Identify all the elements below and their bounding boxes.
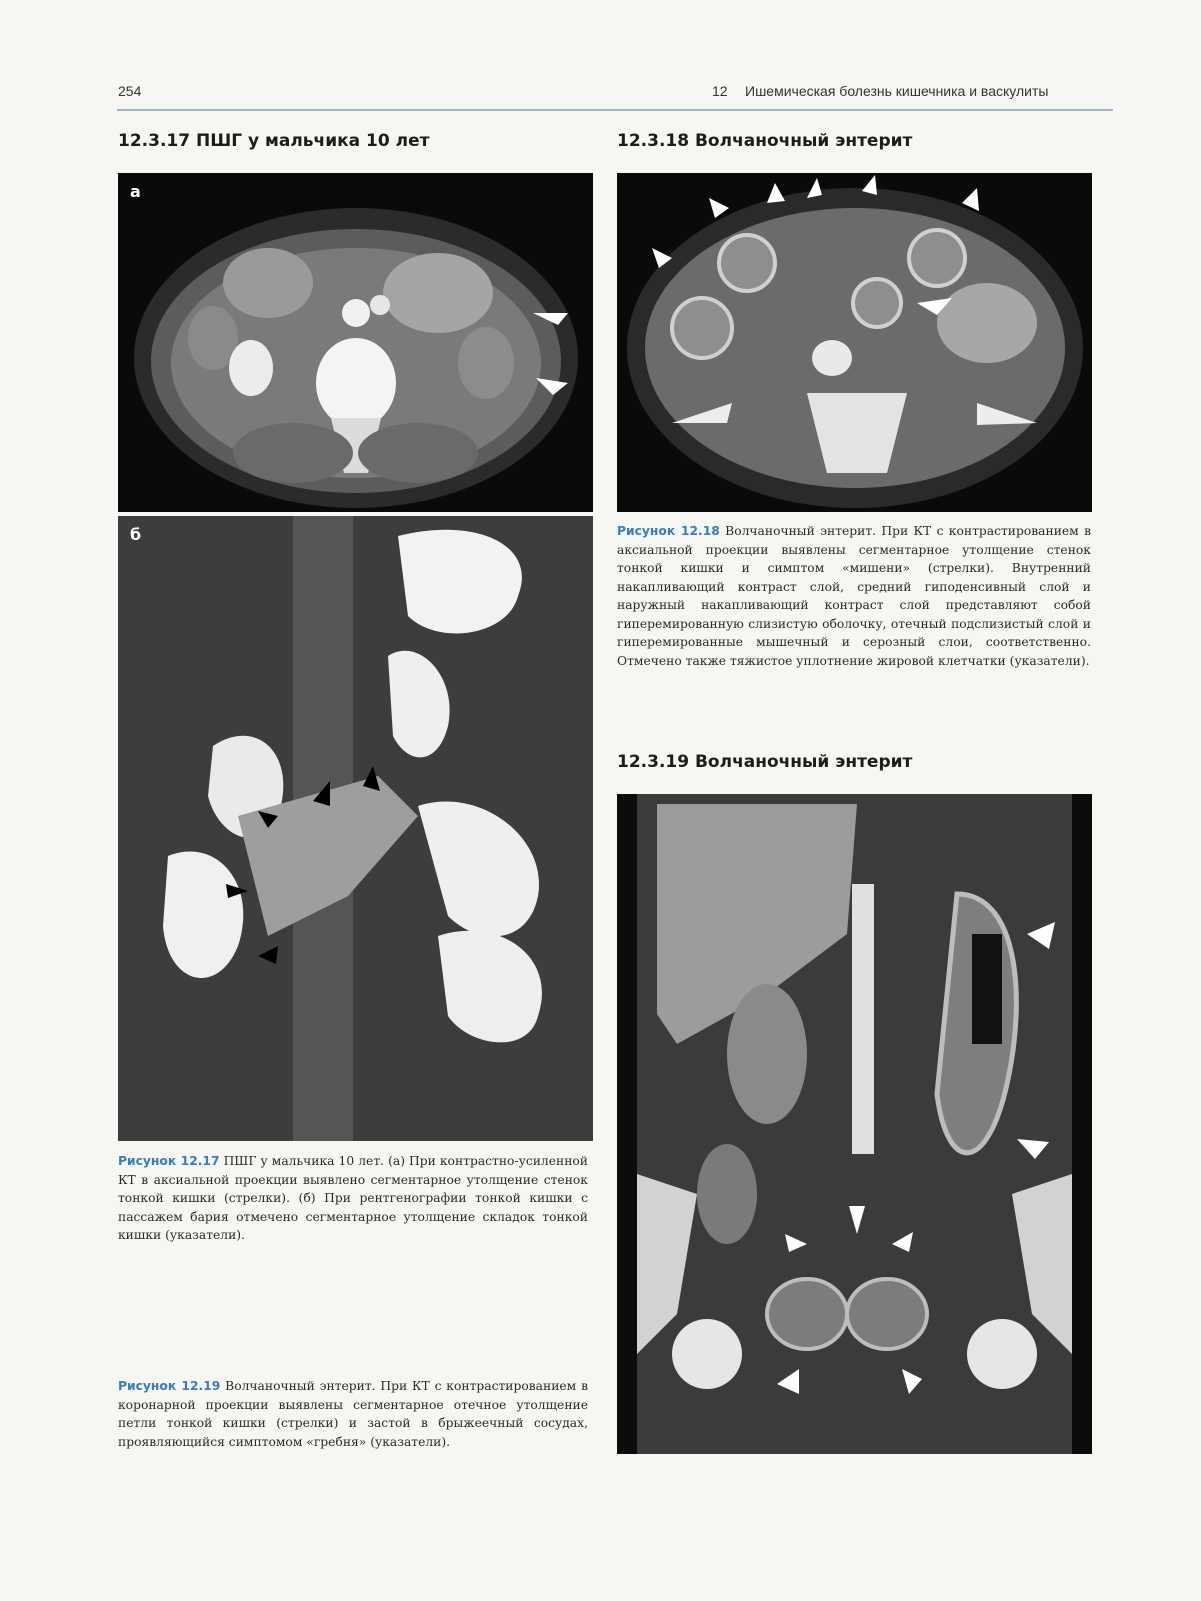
figure-12-18-ct-axial [617, 173, 1092, 512]
header-rule [117, 109, 1113, 111]
panel-label-a: а [130, 182, 141, 201]
page-number: 254 [118, 83, 142, 99]
caption-label-12-19: Рисунок 12.19 [118, 1379, 221, 1393]
panel-label-b: б [130, 525, 142, 544]
chapter-title: Ишемическая болезнь кишечника и васкулиты [745, 83, 1049, 99]
section-heading-12-3-19: 12.3.19 Волчаночный энтерит [617, 752, 913, 772]
caption-text-12-17: ПШГ у мальчика 10 лет. (а) При контрастно-усиленной КТ в аксиальной проекции выявлено сегментарное утолщение стенок тонкой кишки (стрелки). (б) При рентгенографии тонкой кишки с пассажем бария отмечено сегментарное утолщение складок тонкой кишки (указатели). [118, 1154, 588, 1242]
figure-12-19-ct-coronal [617, 794, 1092, 1454]
figure-12-17a-ct-axial [118, 173, 593, 512]
caption-label-12-18: Рисунок 12.18 [617, 524, 720, 538]
barium-drawing [118, 516, 593, 1141]
figure-12-17b-barium-radiograph [118, 516, 593, 1141]
caption-text-12-18: Волчаночный энтерит. При КТ с контрастированием в аксиальной проекции выявлены сегментарное утолщение стенок тонкой кишки и симптом «мишени» (стрелки). Внутренний накапливающий контраст слой, средний гиподенсивный слой и наружный накапливающий контраст слой представляют собой гиперемированную слизистую оболочку, отечный подслизистый слой и гиперемированные мышечный и серозный слои, соответственно. Отмечено также тяжистое уплотнение жировой клетчатки (указатели). [617, 524, 1091, 668]
section-heading-12-3-18: 12.3.18 Волчаночный энтерит [617, 131, 913, 151]
chapter-number: 12 [712, 83, 728, 99]
ct-axial-enteritis-drawing [617, 173, 1092, 512]
caption-text-12-19: Волчаночный энтерит. При КТ с контрастированием в коронарной проекции выявлены сегментарное отечное утолщение петли тонкой кишки (стрелки) и застой в брыжеечный сосудах, проявляющийся симптомом «гребня» (указатели). [118, 1379, 588, 1449]
ct-axial-drawing [118, 173, 593, 512]
caption-figure-12-17 [118, 1152, 588, 1245]
caption-figure-12-19 [118, 1377, 588, 1451]
caption-figure-12-18 [617, 522, 1091, 670]
section-heading-12-3-17: 12.3.17 ПШГ у мальчика 10 лет [118, 131, 430, 151]
ct-coronal-drawing [617, 794, 1092, 1454]
caption-label-12-17: Рисунок 12.17 [118, 1154, 220, 1168]
